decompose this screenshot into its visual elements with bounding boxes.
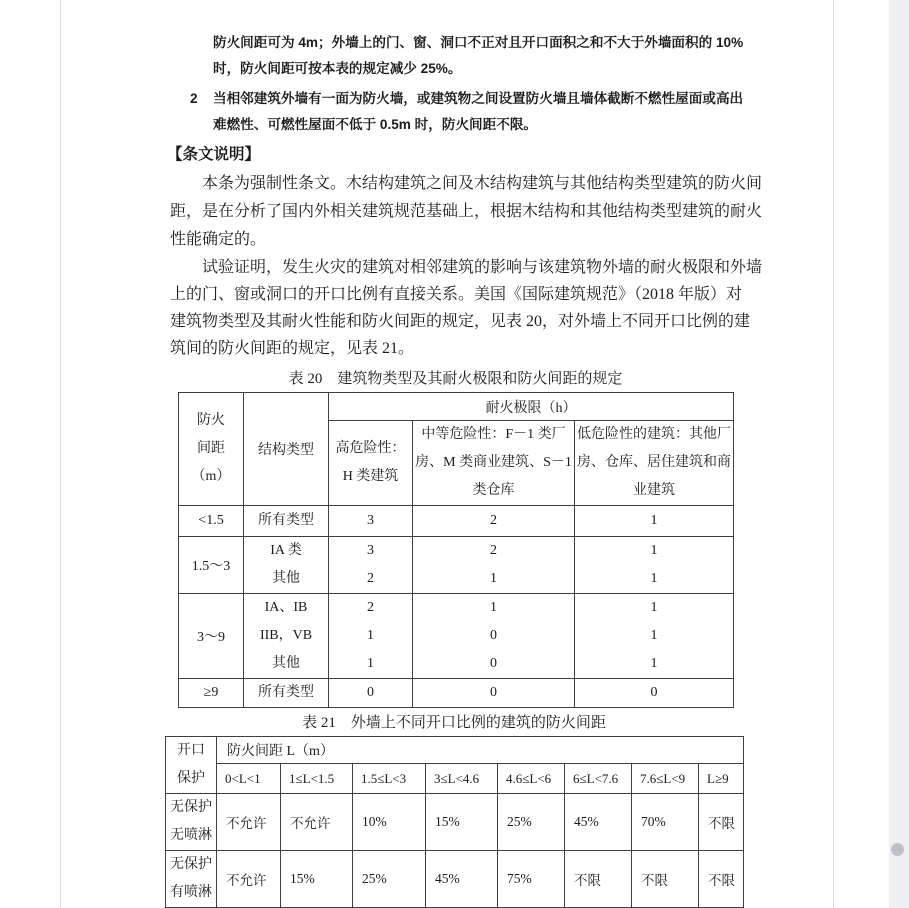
table21-header-separation: 防火间距 L（m） <box>217 737 744 764</box>
cell: 不限 <box>565 851 632 908</box>
cell: 0 <box>329 679 413 708</box>
paragraph-line: 筑间的防火间距的规定，见表 21。 <box>170 340 415 357</box>
table21-col-header: 3≤L<4.6 <box>426 764 498 794</box>
cell: 25% <box>498 794 565 851</box>
cell: 15% <box>281 851 353 908</box>
cell: <1.5 <box>179 506 244 537</box>
table20-header-structure-type: 结构类型 <box>244 393 329 506</box>
cell: 15% <box>426 794 498 851</box>
table20-subheader-medium-hazard: 中等危险性：F－1 类厂 房、M 类商业建筑、S－1 类仓库 <box>413 421 575 506</box>
section-header: 【条文说明】 <box>167 146 261 163</box>
table21-col-header: 1≤L<1.5 <box>281 764 353 794</box>
clause-item1-line: 时，防火间距可按本表的规定减少 25%。 <box>213 61 462 76</box>
table21-col-header: 7.6≤L<9 <box>632 764 699 794</box>
clause-item2-line: 难燃性、可燃性屋面不低于 0.5m 时，防火间距不限。 <box>213 117 538 132</box>
row-label: 无保护 有喷淋 <box>166 851 217 908</box>
table21-col-header: 4.6≤L<6 <box>498 764 565 794</box>
paragraph-line: 本条为强制性条文。木结构建筑之间及木结构建筑与其他结构类型建筑的防火间 <box>202 175 763 192</box>
cell: 25% <box>353 851 426 908</box>
cell: 1 1 1 <box>575 594 734 679</box>
cell: IA、IB IIB，VB 其他 <box>244 594 329 679</box>
cell: 不限 <box>699 794 744 851</box>
cell: 2 1 1 <box>329 594 413 679</box>
row-label: 无保护 无喷淋 <box>166 794 217 851</box>
cell: 不限 <box>699 851 744 908</box>
cell: 1 1 <box>575 537 734 594</box>
paragraph-line: 上的门、窗或洞口的开口比例有直接关系。美国《国际建筑规范》（2018 年版）对 <box>170 286 743 303</box>
cell: 不允许 <box>217 851 281 908</box>
cell: 1 0 0 <box>413 594 575 679</box>
cell: 1.5～3 <box>179 537 244 594</box>
page-left-edge <box>60 0 61 908</box>
cell: 10% <box>353 794 426 851</box>
cell: 2 <box>413 506 575 537</box>
scrollbar-track[interactable] <box>889 0 909 908</box>
table21-col-header: L≥9 <box>699 764 744 794</box>
table-21 <box>165 736 744 908</box>
cell: 3 2 <box>329 537 413 594</box>
clause-item2-number: 2 <box>190 91 198 106</box>
page-right-edge <box>833 0 834 908</box>
scrollbar-thumb-icon[interactable] <box>891 843 904 856</box>
cell: 不限 <box>632 851 699 908</box>
table20-subheader-high-hazard: 高危险性： H 类建筑 <box>329 421 413 506</box>
table-row <box>166 851 744 908</box>
paragraph-line: 距，是在分析了国内外相关建筑规范基础上，根据木结构和其他结构类型建筑的耐火 <box>170 203 763 220</box>
table20-header-fire-resistance: 耐火极限（h） <box>329 393 734 421</box>
table21-col-header: 1.5≤L<3 <box>353 764 426 794</box>
clause-item2-line: 当相邻建筑外墙有一面为防火墙，或建筑物之间设置防火墙且墙体截断不燃性屋面或高出 <box>213 91 744 106</box>
paragraph-line: 试验证明，发生火灾的建筑对相邻建筑的影响与该建筑物外墙的耐火极限和外墙 <box>202 259 763 276</box>
clause-item1-line: 防火间距可为 4m；外墙上的门、窗、洞口不正对且开口面积之和不大于外墙面积的 10% <box>213 35 744 50</box>
table21-header-opening-protection: 开口 保护 <box>166 737 217 794</box>
table20-title: 表 20 建筑物类型及其耐火极限和防火间距的规定 <box>288 371 623 387</box>
cell: 45% <box>426 851 498 908</box>
cell: 3 <box>329 506 413 537</box>
paragraph-line: 建筑物类型及其耐火性能和防火间距的规定，见表 20，对外墙上不同开口比例的建 <box>170 313 751 330</box>
cell: 1 <box>575 506 734 537</box>
cell: 2 1 <box>413 537 575 594</box>
table-row <box>179 594 734 679</box>
paragraph-line: 性能确定的。 <box>170 231 267 248</box>
table21-title: 表 21 外墙上不同开口比例的建筑的防火间距 <box>302 715 606 731</box>
cell: 75% <box>498 851 565 908</box>
table21-col-header: 6≤L<7.6 <box>565 764 632 794</box>
table-row <box>179 537 734 594</box>
table21-col-header: 0<L<1 <box>217 764 281 794</box>
table20-subheader-low-hazard: 低危险性的建筑：其他厂 房、仓库、居住建筑和商 业建筑 <box>575 421 734 506</box>
cell: 所有类型 <box>244 679 329 708</box>
table20-header-distance: 防火 间距 （m） <box>179 393 244 506</box>
table-row <box>179 506 734 537</box>
cell: 45% <box>565 794 632 851</box>
cell: 0 <box>575 679 734 708</box>
cell: 70% <box>632 794 699 851</box>
cell: 不允许 <box>217 794 281 851</box>
cell: 0 <box>413 679 575 708</box>
cell: 不允许 <box>281 794 353 851</box>
table-20 <box>178 392 734 708</box>
cell: 所有类型 <box>244 506 329 537</box>
cell: 3～9 <box>179 594 244 679</box>
table-row <box>166 794 744 851</box>
cell: ≥9 <box>179 679 244 708</box>
table-row <box>179 679 734 708</box>
cell: IA 类 其他 <box>244 537 329 594</box>
